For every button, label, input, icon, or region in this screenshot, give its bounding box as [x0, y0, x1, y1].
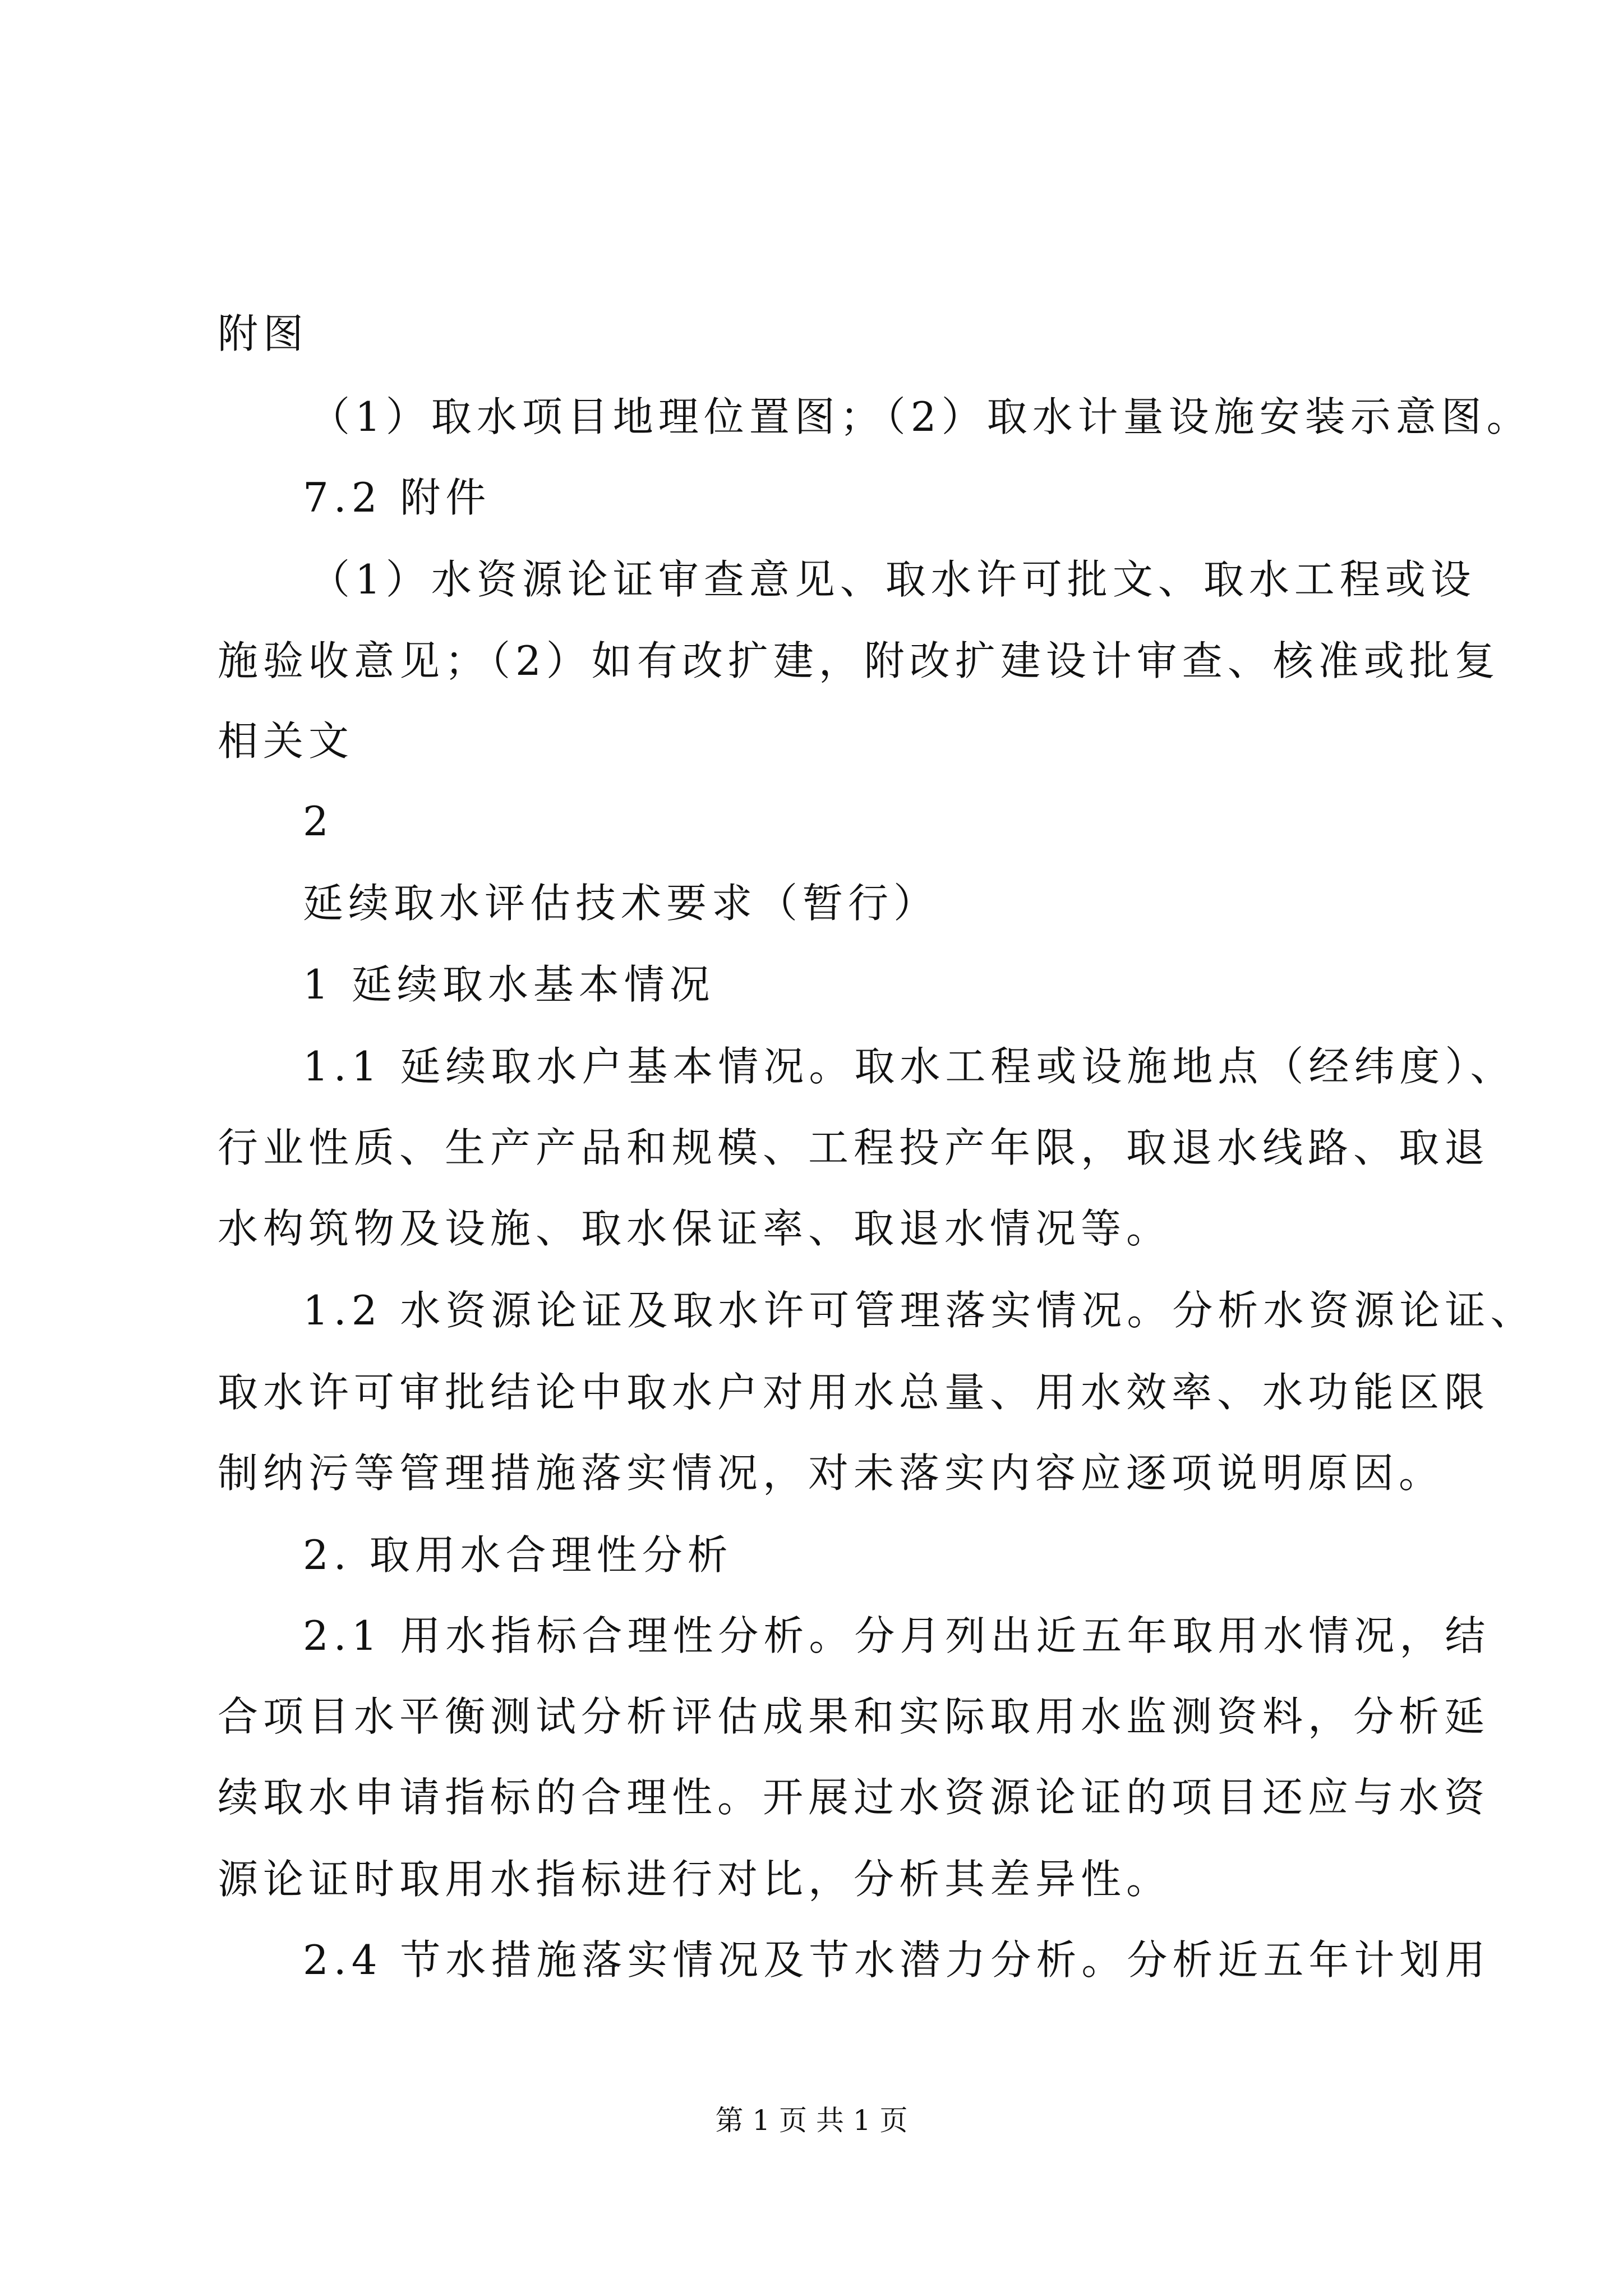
text-line: 续取水申请指标的合理性。开展过水资源论证的项目还应与水资 — [218, 1774, 1490, 1821]
text-line: 附图 — [218, 310, 309, 357]
text-line: 1.1 延续取水户基本情况。取水工程或设施地点（经纬度）、 — [303, 1043, 1516, 1090]
text-line: 行业性质、生产产品和规模、工程投产年限，取退水线路、取退 — [218, 1124, 1490, 1171]
text-line: 水构筑物及设施、取水保证率、取退水情况等。 — [218, 1205, 1172, 1252]
text-line: 2.4 节水措施落实情况及节水潜力分析。分析近五年计划用 — [303, 1936, 1491, 1984]
text-line: 制纳污等管理措施落实情况，对未落实内容应逐项说明原因。 — [218, 1450, 1445, 1497]
text-line: 延续取水评估技术要求（暂行） — [303, 880, 939, 927]
text-line: 相关文 — [218, 717, 354, 765]
text-line: （1）水资源论证审查意见、取水许可批文、取水工程或设 — [310, 556, 1476, 603]
text-line: （1）取水项目地理位置图；（2）取水计量设施安装示意图。 — [310, 393, 1532, 440]
text-line: 取水许可审批结论中取水户对用水总量、用水效率、水功能区限 — [218, 1369, 1490, 1416]
text-line: 2. 取用水合理性分析 — [303, 1531, 733, 1579]
text-line: 7.2 附件 — [303, 474, 491, 521]
text-line: 2 — [303, 798, 334, 845]
text-line: 合项目水平衡测试分析评估成果和实际取用水监测资料，分析延 — [218, 1693, 1490, 1740]
text-line: 1.2 水资源论证及取水许可管理落实情况。分析水资源论证、 — [303, 1287, 1536, 1334]
page-footer: 第 1 页 共 1 页 — [715, 2104, 908, 2137]
text-line: 源论证时取用水指标进行对比，分析其差异性。 — [218, 1856, 1172, 1903]
text-line: 1 延续取水基本情况 — [303, 961, 715, 1008]
text-line: 施验收意见；（2）如有改扩建，附改扩建设计审查、核准或批复 — [218, 637, 1500, 684]
text-line: 2.1 用水指标合理性分析。分月列出近五年取用水情况，结 — [303, 1612, 1491, 1659]
